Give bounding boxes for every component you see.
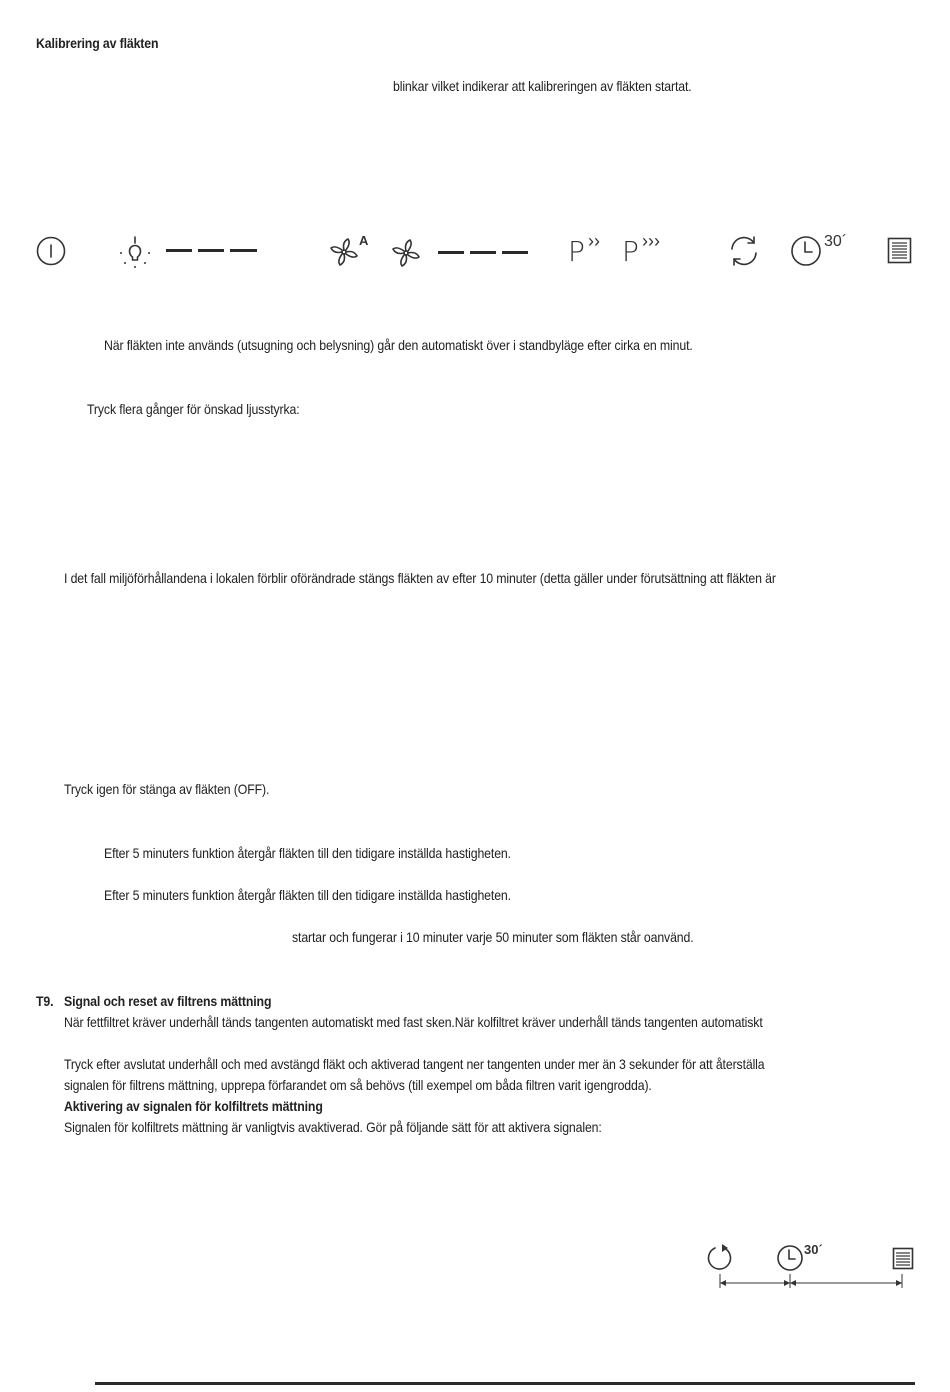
mini-timer-30-label: 30´ (804, 1242, 823, 1257)
fan-speed-dash-1 (438, 251, 464, 254)
fan-auto-label: A (359, 233, 369, 248)
boost-p2-icon[interactable]: P (568, 235, 585, 268)
fan-speed-dash-2 (470, 251, 496, 254)
calibration-blink-text: blinkar vilket indikerar att kalibreringen av fläkten startat. (393, 78, 692, 94)
standby-paragraph: När fläkten inte används (utsugning och belysning) går den automatiskt över i standbyläge efter cirka en minut. (104, 337, 693, 353)
mini-filter-icon[interactable] (892, 1247, 914, 1271)
light-intensity-paragraph: Tryck flera gånger för önskad ljusstyrka: (87, 401, 300, 417)
section-t9-line-1: När fettfiltret kräver underhåll tänds tangenten automatiskt med fast sken.När kolfiltret kräver underhåll tänds tangenten automatiskt (64, 1014, 763, 1030)
section-t9-heading: Signal och reset av filtrens mättning (64, 993, 272, 1009)
fan-speed-dash-3 (502, 251, 528, 254)
power-icon[interactable] (36, 236, 66, 266)
section-t9-line-4: Signalen för kolfiltrets mättning är vanligtvis avaktiverad. Gör på följande sätt för att aktivera signalen: (64, 1119, 602, 1135)
press-off-paragraph: Tryck igen för stänga av fläkten (OFF). (64, 781, 270, 797)
section-t9-line-2: Tryck efter avslutat underhåll och med avstängd fläkt och aktiverad tangent ner tangenten under mer än 3 sekunder för att återställa (64, 1056, 765, 1072)
filter-icon[interactable] (887, 237, 913, 265)
section-heading-calibration: Kalibrering av fläkten (36, 35, 159, 51)
light-level-dash-1 (166, 249, 192, 252)
fan-auto-icon[interactable] (328, 236, 360, 268)
timer-30-icon[interactable] (790, 235, 822, 267)
section-t9-line-3: signalen för filtrens mättning, upprepa förfarandet om så behövs (till exempel om båda filtren varit igengrodda). (64, 1077, 652, 1093)
light-bulb-icon[interactable] (117, 234, 153, 270)
recirculation-icon[interactable] (726, 233, 762, 269)
section-t9-subheading: Aktivering av signalen för kolfiltrets mättning (64, 1098, 323, 1114)
timer-30-label: 30´ (824, 233, 848, 250)
mini-diagram-connector (716, 1272, 906, 1290)
light-level-dash-3 (230, 249, 257, 252)
fan-icon[interactable] (390, 237, 422, 269)
light-level-dash-2 (198, 249, 224, 252)
boost-p3-arrows: ››› (642, 231, 660, 251)
mini-timer-30-icon[interactable] (776, 1244, 804, 1272)
auto-off-paragraph: I det fall miljöförhållandena i lokalen förblir oförändrade stängs fläkten av efter 10 minuter (detta gäller under förutsättning att fläkten är (64, 570, 776, 586)
section-t9-number: T9. (36, 993, 54, 1009)
after-5min-paragraph-1: Efter 5 minuters funktion återgår fläkten till den tidigare inställda hastigheten. (104, 845, 511, 861)
boost-p3-icon[interactable]: P (622, 235, 639, 268)
after-5min-paragraph-2: Efter 5 minuters funktion återgår fläkten till den tidigare inställda hastigheten. (104, 887, 511, 903)
boost-p2-arrows: ›› (588, 231, 600, 251)
starts-10min-paragraph: startar och fungerar i 10 minuter varje 50 minuter som fläkten står oanvänd. (292, 929, 694, 945)
mini-recirculation-icon[interactable] (705, 1242, 735, 1274)
footer-rule (95, 1382, 915, 1385)
